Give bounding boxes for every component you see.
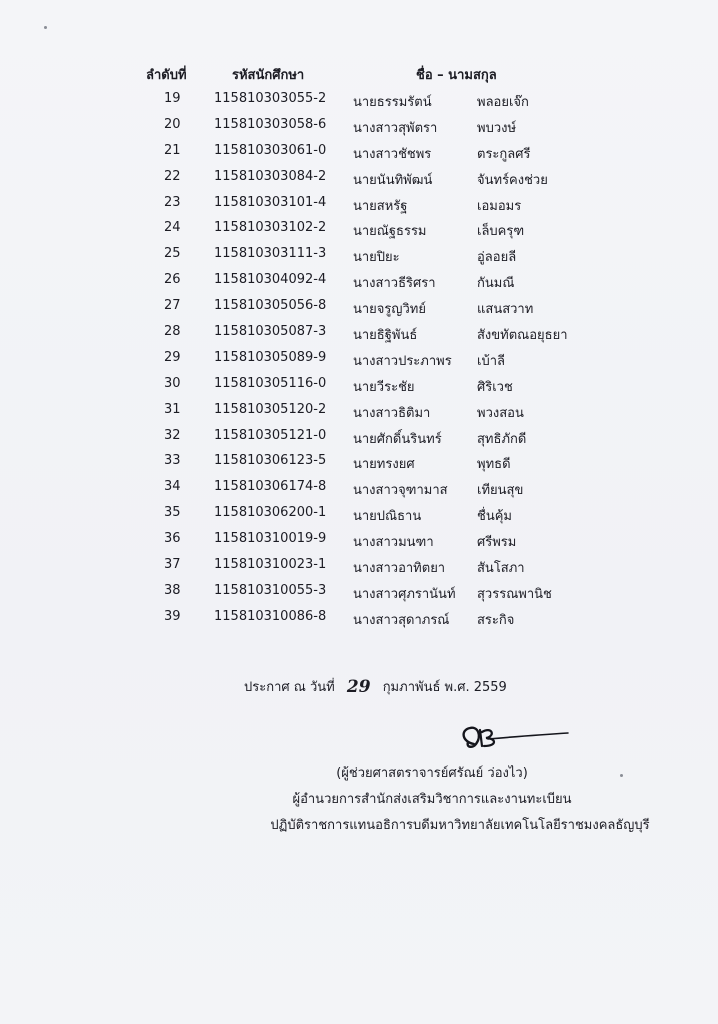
row-first-name: นายปณิธาน: [353, 509, 422, 525]
row-last-name: เบ้าลี: [477, 353, 505, 369]
paper-speck: [620, 774, 623, 777]
row-last-name: ชื่นคุ้ม: [477, 509, 512, 525]
signatory-name: (ผู้ช่วยศาสตราจารย์ศรัณย์ ว่องไว): [336, 766, 528, 781]
table-row: [0, 554, 718, 580]
row-number: 30: [164, 375, 181, 391]
header-number: ลำดับที่: [146, 68, 187, 83]
row-first-name: นางสาวมนฑา: [353, 535, 434, 551]
table-row: [0, 399, 718, 425]
row-number: 19: [164, 91, 181, 106]
row-number: 39: [164, 608, 181, 624]
row-student-id: 115810306123-5: [214, 453, 327, 469]
signatory-position: ผู้อำนวยการสำนักส่งเสริมวิชาการและงานทะเบียน: [292, 792, 572, 807]
row-first-name: นางสาวอาทิตยา: [353, 561, 446, 577]
row-last-name: เทียนสุข: [477, 483, 524, 499]
table-row: [0, 217, 718, 243]
row-first-name: นายศักดิ์นรินทร์: [353, 431, 442, 447]
handwritten-signature: [452, 722, 572, 756]
row-first-name: นายณัฐธรรม: [353, 224, 427, 240]
row-number: 21: [164, 142, 181, 158]
row-last-name: ศิริเวช: [477, 379, 513, 395]
row-first-name: นางสาวชัชพร: [353, 146, 432, 162]
row-first-name: นายธิฐิพันธ์: [353, 328, 418, 344]
row-last-name: สุวรรณพานิช: [477, 586, 552, 602]
row-student-id: 115810305087-3: [214, 324, 327, 340]
row-first-name: นายวีระชัย: [353, 379, 415, 395]
row-student-id: 115810305056-8: [214, 298, 327, 314]
row-last-name: พลอยเจ๊ก: [477, 95, 529, 110]
row-last-name: เอมอมร: [477, 198, 522, 214]
row-first-name: นายสหรัฐ: [353, 198, 408, 214]
table-row: [0, 373, 718, 399]
table-row: [0, 580, 718, 606]
table-row: [0, 606, 718, 632]
table-row: [0, 347, 718, 373]
row-last-name: พบวงษ์: [477, 120, 517, 136]
table-row: [0, 269, 718, 295]
row-student-id: 115810306174-8: [214, 479, 327, 495]
row-last-name: สุทธิภักดี: [477, 431, 527, 447]
row-last-name: เล็บครุฑ: [477, 224, 525, 240]
row-last-name: พุทธดี: [477, 457, 511, 473]
row-last-name: แสนสวาท: [477, 302, 534, 318]
row-student-id: 115810305089-9: [214, 349, 327, 365]
table-row: [0, 140, 718, 166]
row-student-id: 115810303055-2: [214, 91, 327, 106]
row-student-id: 115810303058-6: [214, 116, 327, 132]
row-number: 23: [164, 194, 181, 210]
table-row: [0, 243, 718, 269]
paper-speck: [44, 26, 47, 29]
row-first-name: นางสาวจุฑามาส: [353, 483, 448, 499]
row-first-name: นางสาวสุพัตรา: [353, 120, 438, 136]
row-student-id: 115810303084-2: [214, 168, 327, 184]
row-number: 35: [164, 505, 181, 521]
row-number: 24: [164, 220, 181, 236]
table-row: [0, 166, 718, 192]
row-student-id: 115810305120-2: [214, 401, 327, 417]
row-student-id: 115810310019-9: [214, 531, 327, 547]
row-number: 37: [164, 557, 181, 573]
row-student-id: 115810303111-3: [214, 246, 327, 262]
row-number: 25: [164, 246, 181, 262]
table-row: [0, 192, 718, 218]
row-last-name: สังขทัตณอยุธยา: [477, 328, 568, 344]
row-number: 38: [164, 582, 181, 598]
row-last-name: สันโสภา: [477, 561, 525, 577]
row-student-id: 115810310023-1: [214, 557, 327, 573]
announcement-month-year: กุมภาพันธ์ พ.ศ. 2559: [382, 680, 507, 695]
table-row: [0, 450, 718, 476]
signatory-acting-position: ปฏิบัติราชการแทนอธิการบดีมหาวิทยาลัยเทคโนโลยีราชมงคลธัญบุรี: [270, 818, 650, 833]
row-first-name: นางสาวสุดาภรณ์: [353, 612, 450, 628]
table-row: [0, 321, 718, 347]
row-first-name: นางสาวศุภรานันท์: [353, 586, 456, 602]
row-number: 27: [164, 298, 181, 314]
table-row: [0, 528, 718, 554]
table-header: [0, 64, 718, 86]
row-first-name: นายนันทิพัฒน์: [353, 172, 433, 188]
row-first-name: นางสาวธีริศรา: [353, 276, 436, 292]
row-number: 33: [164, 453, 181, 469]
row-first-name: นางสาวประภาพร: [353, 353, 452, 369]
table-row: [0, 425, 718, 451]
announcement-day: 29: [346, 677, 371, 697]
row-number: 29: [164, 349, 181, 365]
row-student-id: 115810305121-0: [214, 427, 327, 443]
row-number: 32: [164, 427, 181, 443]
row-first-name: นายทรงยศ: [353, 457, 415, 473]
table-row: [0, 502, 718, 528]
announcement-prefix: ประกาศ ณ วันที่: [244, 680, 335, 695]
row-last-name: กันมณี: [477, 276, 515, 292]
row-last-name: ศรีพรม: [477, 535, 517, 551]
row-student-id: 115810303102-2: [214, 220, 327, 236]
header-student-id: รหัสนักศึกษา: [232, 68, 305, 83]
row-number: 20: [164, 116, 181, 132]
row-first-name: นายปิยะ: [353, 250, 400, 266]
row-student-id: 115810306200-1: [214, 505, 327, 521]
row-number: 34: [164, 479, 181, 495]
table-row: [0, 295, 718, 321]
row-first-name: นายธรรมรัตน์: [353, 95, 432, 110]
row-last-name: สระกิจ: [477, 612, 515, 628]
row-number: 22: [164, 168, 181, 184]
row-number: 26: [164, 272, 181, 288]
table-row: [0, 476, 718, 502]
student-list: [0, 88, 718, 632]
row-first-name: นายจรูญวิทย์: [353, 302, 426, 318]
row-student-id: 115810305116-0: [214, 375, 327, 391]
table-row: [0, 114, 718, 140]
row-last-name: อู่ลอยลี: [477, 250, 517, 266]
row-first-name: นางสาวธิติมา: [353, 405, 431, 421]
row-student-id: 115810303101-4: [214, 194, 327, 210]
row-last-name: พวงสอน: [477, 405, 524, 421]
announcement-date: [244, 676, 507, 697]
row-last-name: จันทร์คงช่วย: [477, 172, 548, 188]
row-number: 36: [164, 531, 181, 547]
table-row: [0, 88, 718, 114]
row-student-id: 115810304092-4: [214, 272, 327, 288]
row-number: 28: [164, 324, 181, 340]
row-number: 31: [164, 401, 181, 417]
row-student-id: 115810303061-0: [214, 142, 327, 158]
row-last-name: ตระกูลศรี: [477, 146, 531, 162]
row-student-id: 115810310055-3: [214, 582, 327, 598]
row-student-id: 115810310086-8: [214, 608, 327, 624]
header-full-name: ชื่อ – นามสกุล: [416, 68, 497, 83]
